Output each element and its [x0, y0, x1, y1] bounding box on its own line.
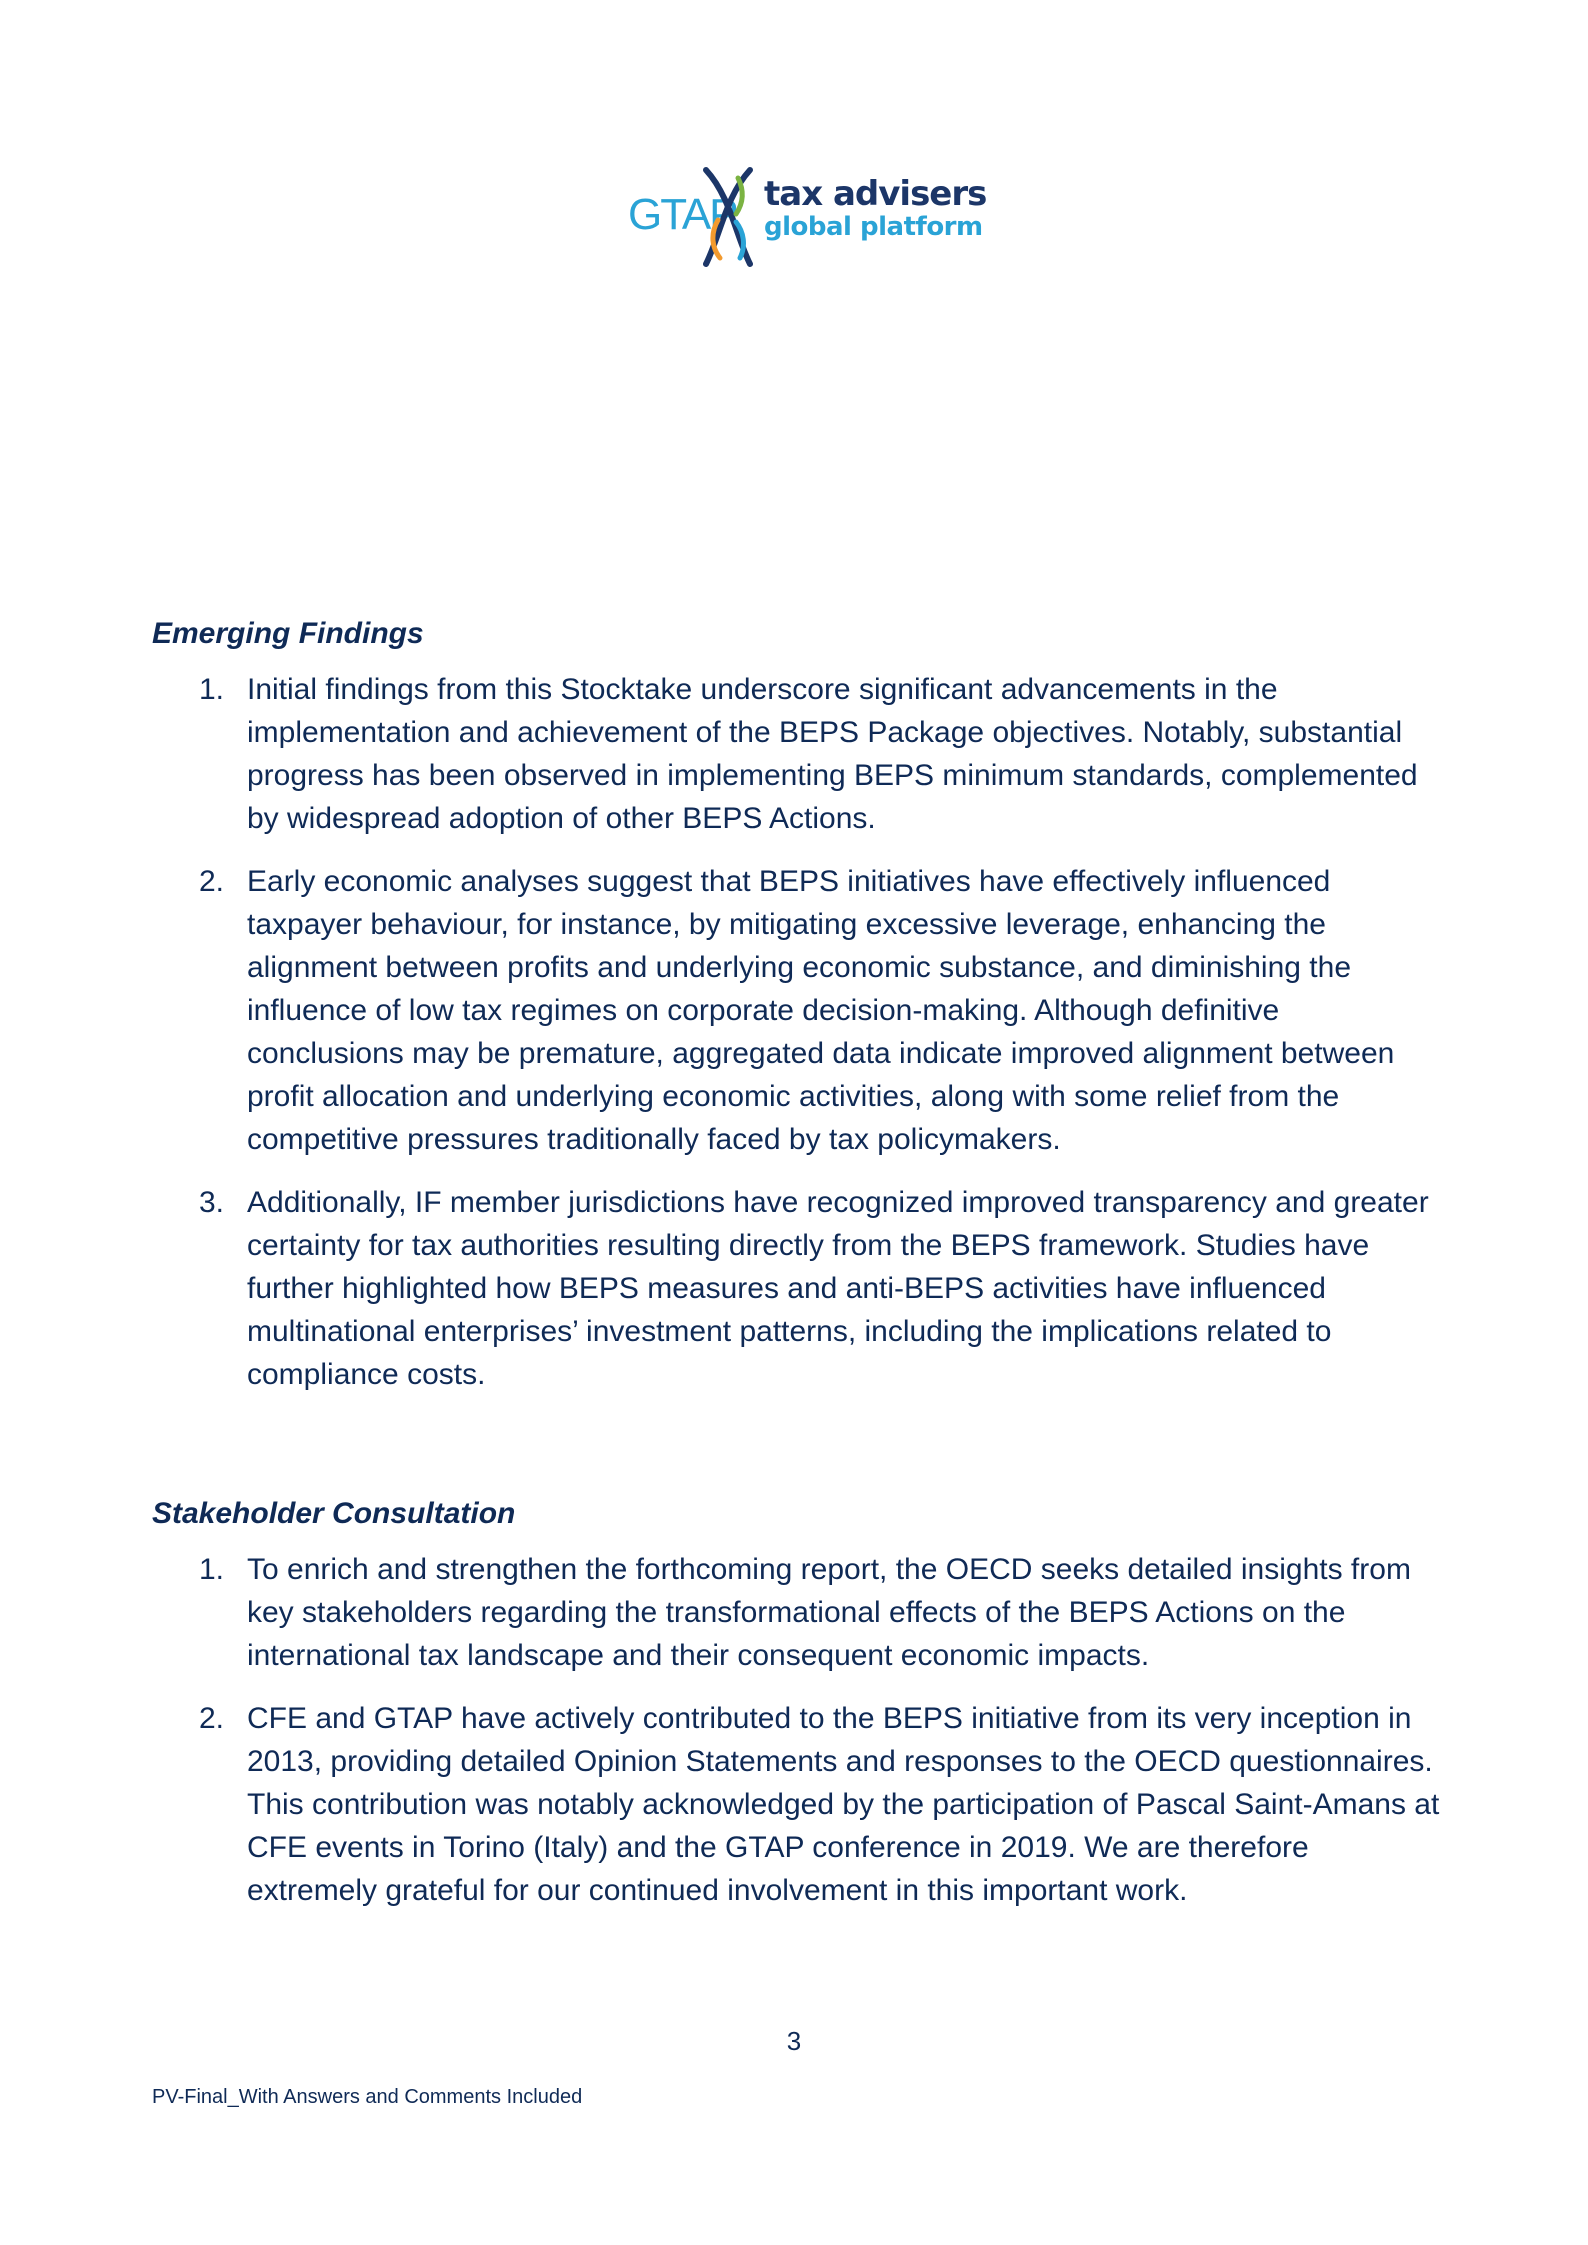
logo-mark-icon [700, 166, 756, 268]
section-heading: Stakeholder Consultation [152, 1497, 516, 1530]
list-item [152, 1548, 1442, 1677]
logo-text-tax-advisers: tax advisers [764, 174, 987, 214]
list-item [152, 860, 1442, 1161]
list-item-text: CFE and GTAP have actively contributed to the BEPS initiative from its very inception in 2013, providing detailed Opinion Statements and responses to the OECD questionnaires. This contribution was notably acknowledged by the participation of Pascal Saint-Amans at CFE events in Torino (Italy) and the GTAP conference in 2019. We are therefore extremely grateful for our continued involvement in this important work. [247, 1702, 1440, 1907]
list-item-text: Additionally, IF member jurisdictions have recognized improved transparency and greater certainty for tax authorities resulting directly from the BEPS framework. Studies have further highlighted how BEPS measures and anti-BEPS activities have influenced multinational enterprises’ investment patterns, including the implications related to compliance costs. [247, 1186, 1429, 1391]
gtap-logo [628, 166, 987, 268]
list-item-text: To enrich and strengthen the forthcoming report, the OECD seeks detailed insights from key stakeholders regarding the transformational effects of the BEPS Actions on the international tax landscape and their consequent economic impacts. [247, 1553, 1411, 1672]
list-item-number: 1. [199, 673, 225, 706]
list-item-number: 2. [199, 1702, 225, 1735]
section-emerging-findings [152, 614, 1442, 1416]
list-item-text: Initial findings from this Stocktake underscore significant advancements in the implementation and achievement of the BEPS Package objectives. Notably, substantial progress has been observed in implementing BEPS minimum standards, complemented by widespread adoption of other BEPS Actions. [247, 673, 1418, 835]
list-item-number: 2. [199, 865, 225, 898]
list-item-number: 1. [199, 1553, 225, 1586]
section-stakeholder-consultation [152, 1494, 1442, 1932]
footer-document-label: PV-Final_With Answers and Comments Included [152, 2086, 583, 2108]
list-item [152, 1181, 1442, 1396]
list-item-number: 3. [199, 1186, 225, 1219]
list-item [152, 668, 1442, 840]
list-item-text: Early economic analyses suggest that BEPS initiatives have effectively influenced taxpayer behaviour, for instance, by mitigating excessive leverage, enhancing the alignment between profits and underlying economic substance, and diminishing the influence of low tax regimes on corporate decision-making. Although definitive conclusions may be premature, aggregated data indicate improved alignment between profit allocation and underlying economic activities, along with some relief from the competitive pressures traditionally faced by tax policymakers. [247, 865, 1395, 1156]
findings-list [152, 668, 1442, 1396]
logo-gtap-letters: GTAP [628, 190, 737, 239]
page-number: 3 [786, 2026, 802, 2056]
section-heading: Emerging Findings [152, 617, 424, 650]
consultation-list [152, 1548, 1442, 1912]
logo-text-global-platform: global platform [764, 212, 983, 242]
list-item [152, 1697, 1442, 1912]
